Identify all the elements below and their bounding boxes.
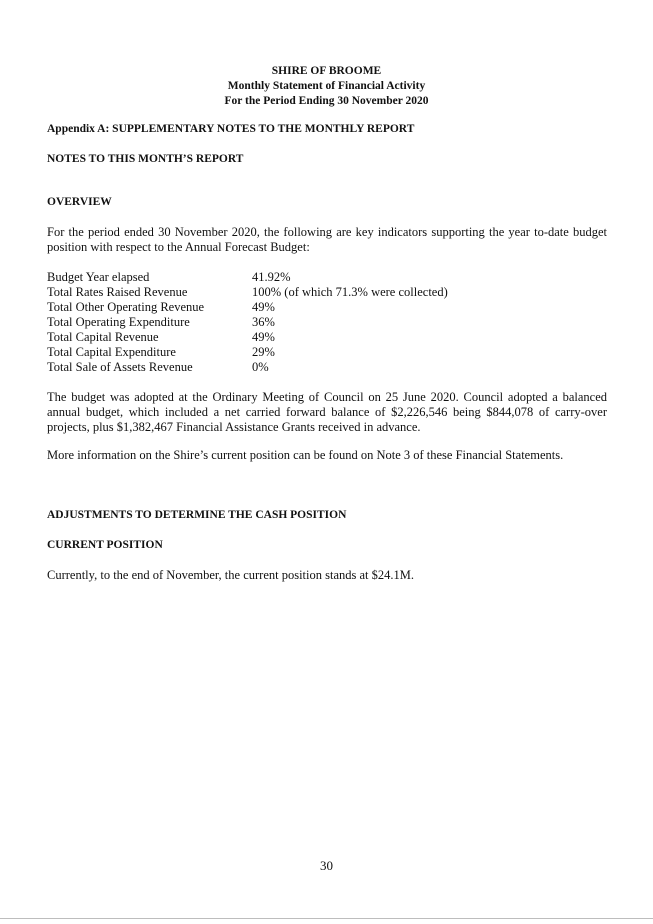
notes-heading: NOTES TO THIS MONTH’S REPORT [47,153,244,165]
indicator-label: Total Capital Expenditure [47,345,176,359]
indicator-value: 100% (of which 71.3% were collected) [252,285,448,299]
indicator-row [47,270,448,285]
key-indicators-list [47,270,448,375]
current-position-text: Currently, to the end of November, the current position stands at $24.1M. [47,568,415,582]
indicator-value: 0% [252,360,269,374]
report-header [0,64,653,109]
indicator-label: Total Capital Revenue [47,330,159,344]
indicator-label: Total Sale of Assets Revenue [47,360,193,374]
report-period: For the Period Ending 30 November 2020 [224,95,429,107]
indicator-row [47,345,448,360]
indicator-row [47,330,448,345]
overview-intro: For the period ended 30 November 2020, the following are key indicators supporting the year to-date budget position with respect to the Annual Forecast Budget: [47,225,607,254]
indicator-label: Total Operating Expenditure [47,315,190,329]
appendix-heading: Appendix A: SUPPLEMENTARY NOTES TO THE MONTHLY REPORT [47,123,415,135]
indicator-value: 49% [252,330,275,344]
indicator-label: Total Rates Raised Revenue [47,285,188,299]
page-number: 30 [320,858,333,873]
indicator-value: 29% [252,345,275,359]
more-info-paragraph: More information on the Shire’s current position can be found on Note 3 of these Financial Statements. [47,448,564,462]
indicator-row [47,285,448,300]
indicator-label: Total Other Operating Revenue [47,300,205,314]
indicator-value: 41.92% [252,270,291,284]
indicator-row [47,300,448,315]
budget-paragraph: The budget was adopted at the Ordinary Meeting of Council on 25 June 2020. Council adopted a balanced annual budget, which included a net carried forward balance of $2,226,546 being $844,078 of carry-over projects, plus $1,382,467 Financial Assistance Grants received in advance. [47,390,607,434]
indicator-value: 36% [252,315,275,329]
indicator-value: 49% [252,300,275,314]
org-name: SHIRE OF BROOME [271,65,382,77]
page-bottom-rule [0,918,653,919]
overview-heading: OVERVIEW [47,196,112,208]
current-position-heading: CURRENT POSITION [47,539,163,551]
adjustments-heading: ADJUSTMENTS TO DETERMINE THE CASH POSITION [47,509,347,521]
report-title: Monthly Statement of Financial Activity [227,80,426,92]
indicator-row [47,315,448,330]
indicator-label: Budget Year elapsed [47,270,150,284]
indicator-row [47,360,448,375]
